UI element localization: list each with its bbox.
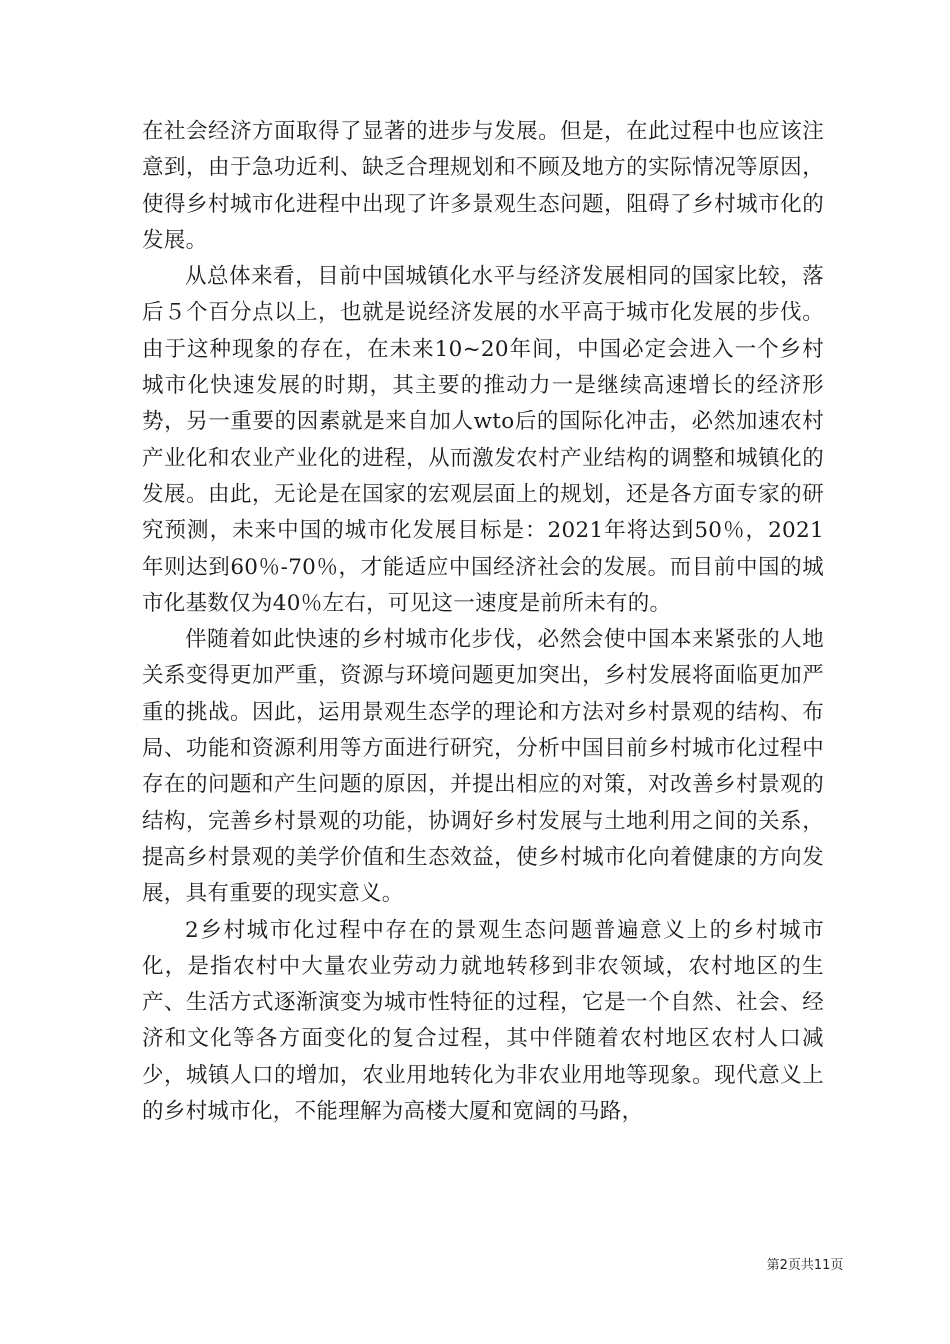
page-footer — [0, 1254, 950, 1273]
paragraph-2: 从总体来看，目前中国城镇化水平与经济发展相同的国家比较，落后５个百分点以上，也就是说经济发展的水平高于城市化发展的步伐。由于这种现象的存在，在未来10~20年间，中国必定会进入一个乡村城市化快速发展的时期，其主要的推动力一是继续高速增长的经济形势，另一重要的因素就是来自加人wto后的国际化冲击，必然加速农村产业化和农业产业化的进程，从而激发农村产业结构的调整和城镇化的发展。由此，无论是在国家的宏观层面上的规划，还是各方面专家的研究预测，未来中国的城市化发展目标是：2021年将达到50％，2021年则达到60％-70％，才能适应中国经济社会的发展。而目前中国的城市化基数仅为40％左右，可见这一速度是前所未有的。 — [142, 264, 824, 616]
page-number: 第2页共11页 — [766, 1258, 844, 1273]
document-body — [142, 114, 824, 1130]
paragraph-3: 伴随着如此快速的乡村城市化步伐，必然会使中国本来紧张的人地关系变得更加严重，资源与环境问题更加突出，乡村发展将面临更加严重的挑战。因此，运用景观生态学的理论和方法对乡村景观的结构、布局、功能和资源利用等方面进行研究，分析中国目前乡村城市化过程中存在的问题和产生问题的原因，并提出相应的对策，对改善乡村景观的结构，完善乡村景观的功能，协调好乡村发展与土地利用之间的关系，提高乡村景观的美学价值和生态效益，使乡村城市化向着健康的方向发展，具有重要的现实意义。 — [142, 627, 824, 907]
paragraph-4: 2乡村城市化过程中存在的景观生态问题普遍意义上的乡村城市化，是指农村中大量农业劳动力就地转移到非农领域，农村地区的生产、生活方式逐渐演变为城市性特征的过程，它是一个自然、社会、经济和文化等各方面变化的复合过程，其中伴随着农村地区农村人口减少，城镇人口的增加，农业用地转化为非农业用地等现象。现代意义上的乡村城市化，不能理解为高楼大厦和宽阔的马路， — [142, 917, 824, 1125]
paragraph-1: 在社会经济方面取得了显著的进步与发展。但是，在此过程中也应该注意到，由于急功近利、缺乏合理规划和不顾及地方的实际情况等原因，使得乡村城市化进程中出现了许多景观生态问题，阻碍了乡村城市化的发展。 — [142, 119, 824, 253]
